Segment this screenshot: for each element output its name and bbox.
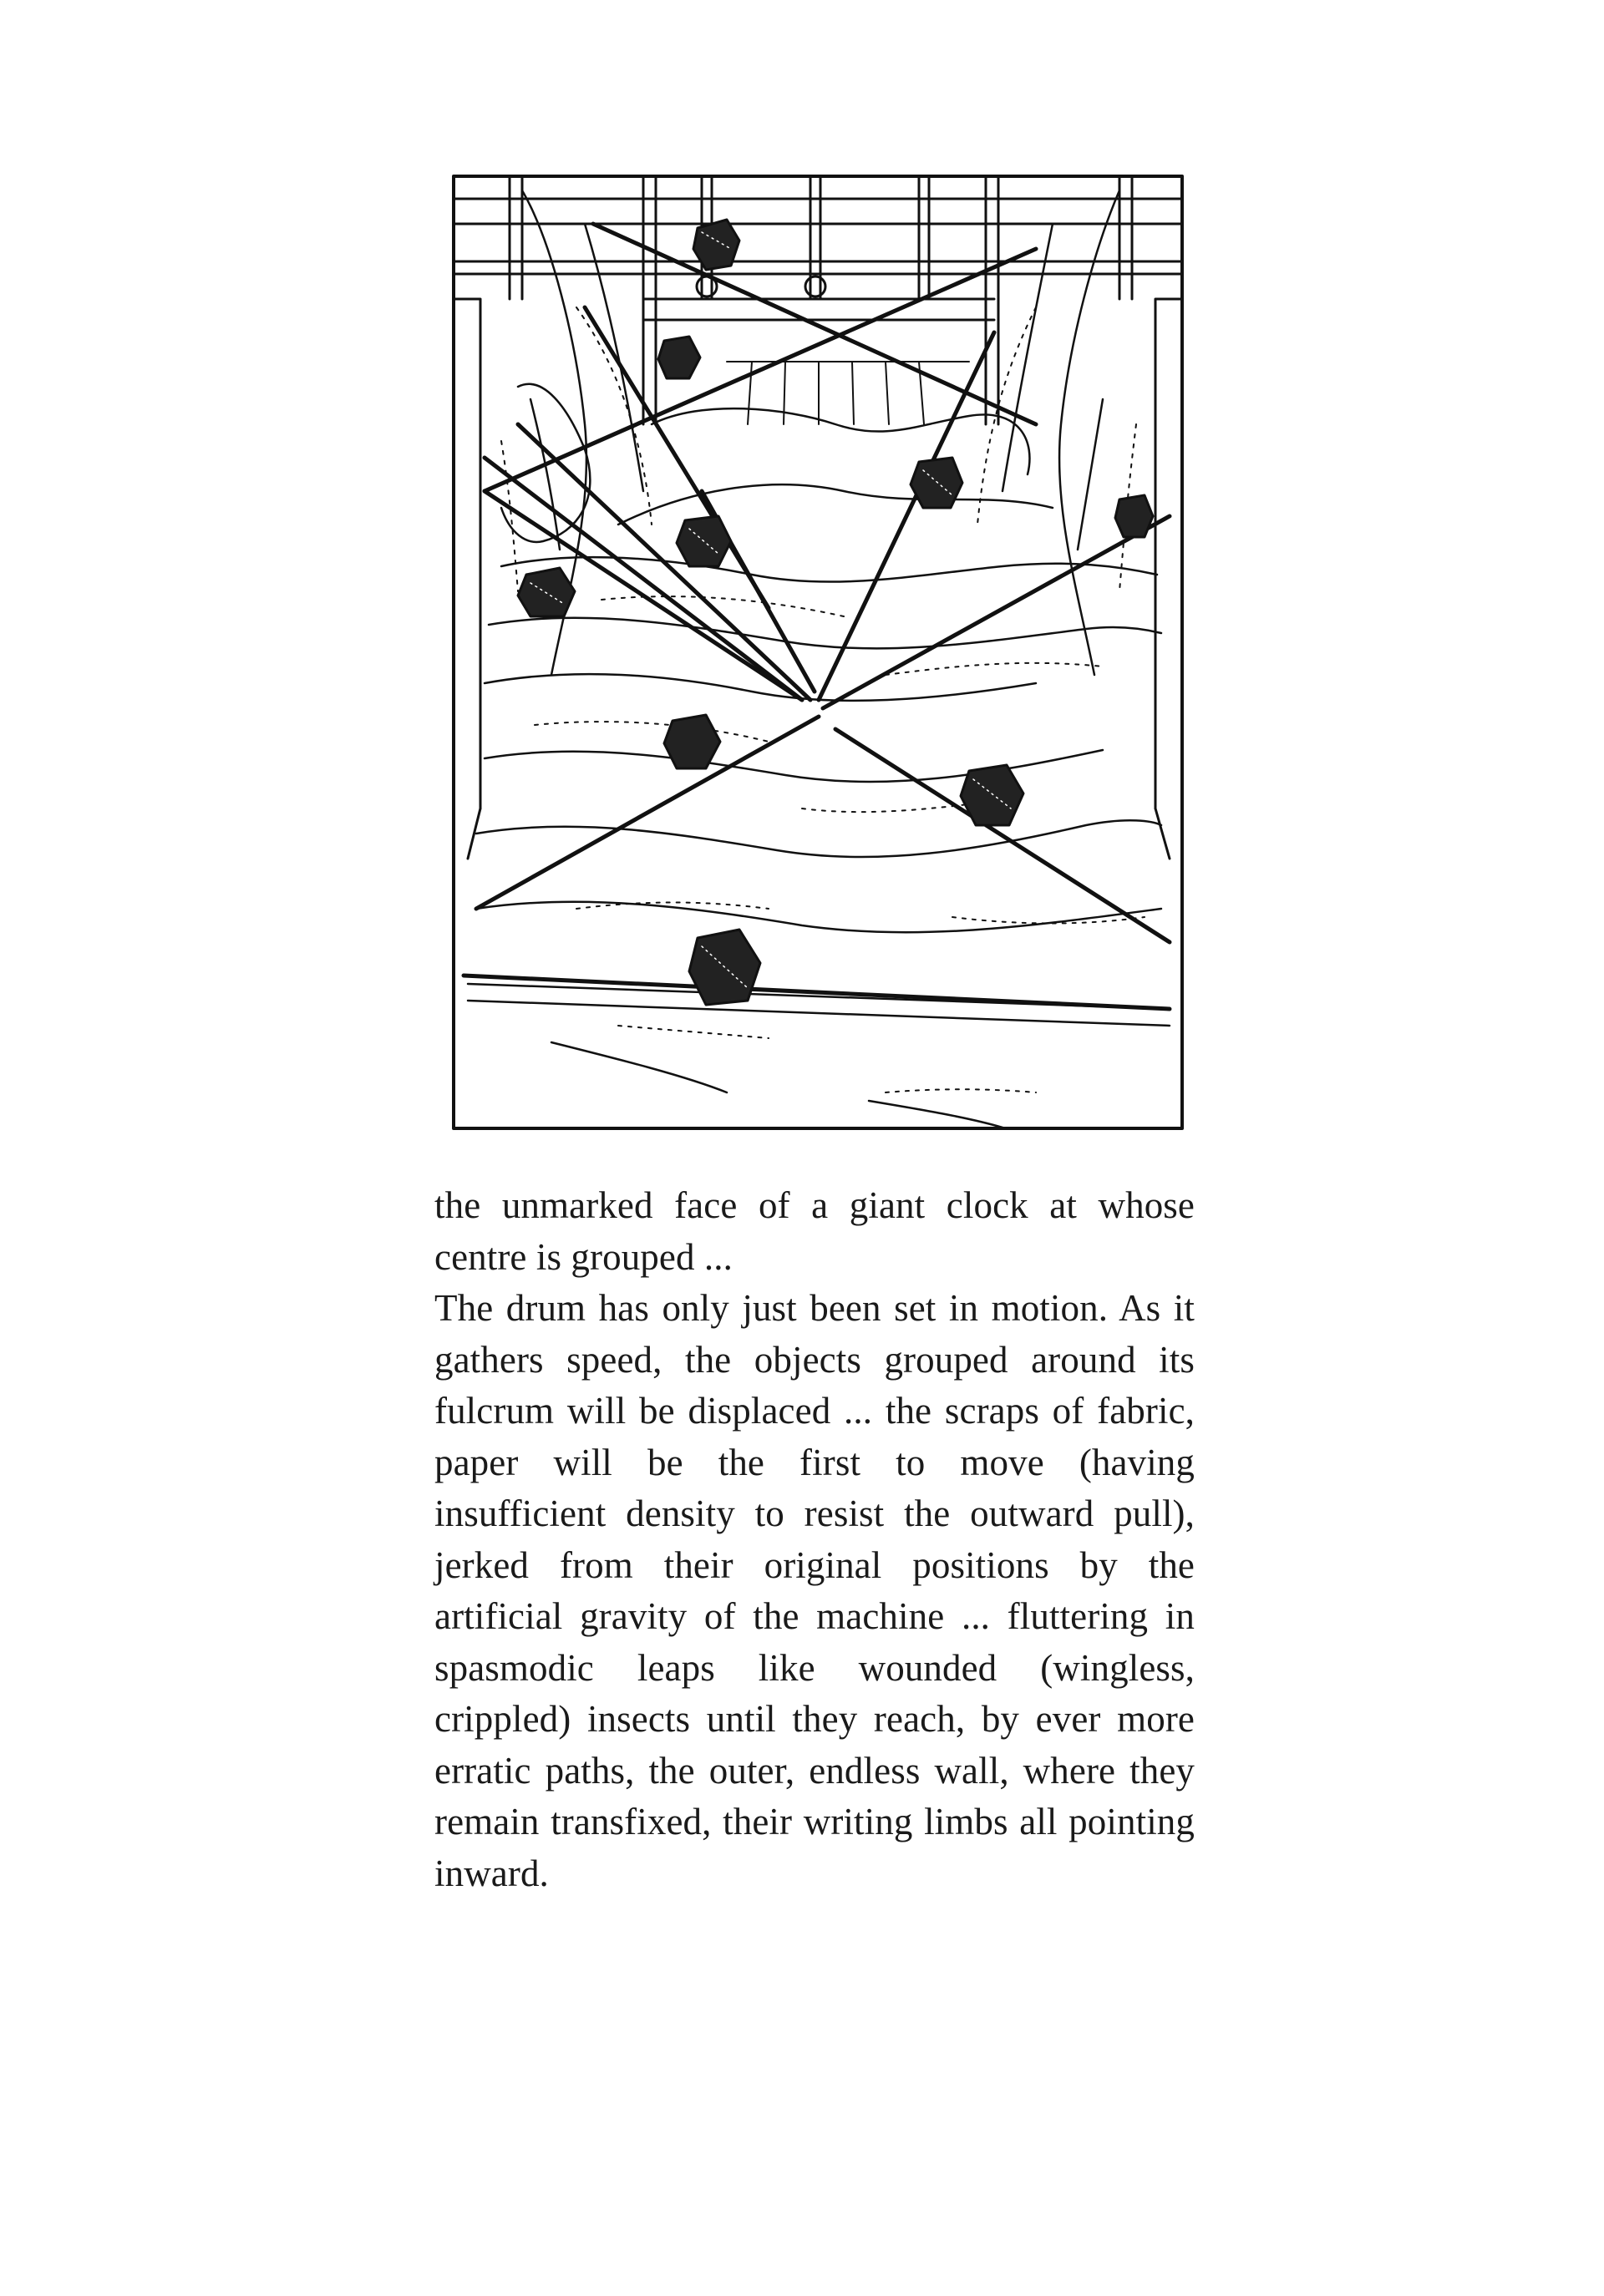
- needle-5: [823, 516, 1170, 708]
- needle-9: [593, 224, 1036, 424]
- needle-10: [485, 249, 1036, 491]
- stone-7: [664, 715, 720, 768]
- stone-4: [1115, 495, 1153, 537]
- needle-7: [835, 729, 1170, 942]
- needle-2: [518, 424, 810, 700]
- needles: [464, 224, 1170, 1009]
- stone-2: [658, 337, 700, 378]
- body-text: [434, 1180, 1195, 1899]
- bedsheets: [468, 384, 1170, 1128]
- paragraph-1: the unmarked face of a giant clock at whose centre is grouped ...: [434, 1184, 1195, 1278]
- stone-3: [911, 458, 962, 508]
- bed-needles-illustration: [451, 174, 1185, 1131]
- stone-1: [693, 220, 739, 270]
- paragraph-2: The drum has only just been set in motion. As it gathers speed, the objects grouped around its fulcrum will be displaced ... the scraps of fabric, paper will be the first to move (having insufficient density to resist the outward pull), jerked from their original positions by the artificial gravity of the machine ... fluttering in spasmodic leaps like wounded (wingless, crippled) insects until they reach, by ever more erratic paths, the outer, endless wall, where they remain transfixed, their writing limbs all pointing inward.: [434, 1287, 1195, 1894]
- needle-6: [476, 717, 819, 909]
- needle-4: [819, 332, 994, 700]
- footboard-slats: [727, 362, 969, 424]
- stone-8: [961, 765, 1023, 825]
